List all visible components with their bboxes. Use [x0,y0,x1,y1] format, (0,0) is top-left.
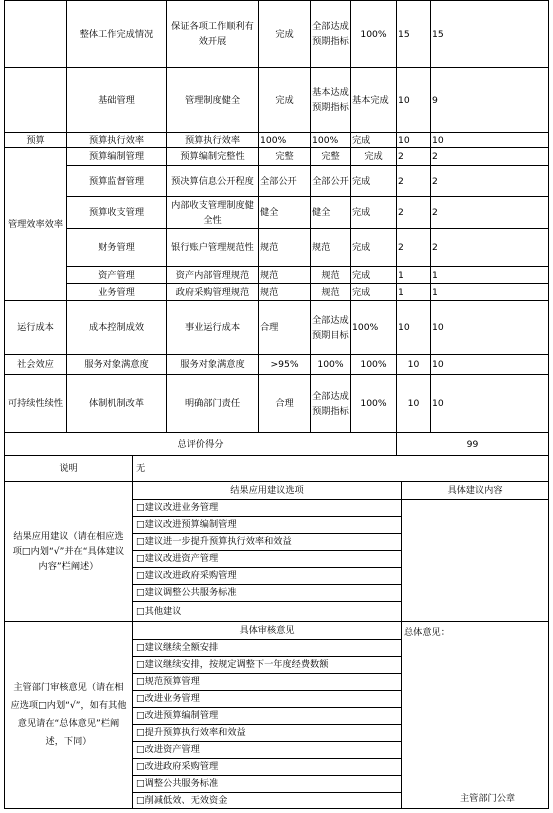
actual-value: 全部达成预期指标 [310,0,351,68]
completion-rate: 完成 [350,132,397,148]
target-value: 合理 [258,374,311,433]
category-sustainability: 可持续性续性 [4,374,67,433]
indicator-content: 保证各项工作顺利有效开展 [166,0,259,68]
indicator-name: 预算执行效率 [66,132,167,148]
indicator-name: 预算监督管理 [66,165,167,197]
target-value: 规范 [258,266,311,284]
target-value: 全部公开 [258,165,311,197]
actual-score: 2 [430,196,549,229]
actual-value: 100% [310,354,351,375]
indicator-name: 基础管理 [66,67,167,133]
result-option-checkbox[interactable]: □建议改进政府采购管理 [132,567,402,585]
result-section-label: 结果应用建议（请在相应选项□内划“√”并在“具体建议内容”栏阐述） [4,481,133,622]
weight-score: 1 [396,283,431,301]
indicator-content: 事业运行成本 [166,300,259,355]
indicator-name: 成本控制成效 [66,300,167,355]
completion-rate: 完成 [350,196,397,229]
indicator-name: 资产管理 [66,266,167,284]
result-option-checkbox[interactable]: □建议改进预算编制管理 [132,516,402,534]
completion-rate: 100% [350,354,397,375]
target-value: 完成 [258,0,311,68]
review-option-checkbox[interactable]: □削减低效、无效资金 [132,792,402,809]
result-option-checkbox[interactable]: □建议调整公共服务标准 [132,584,402,602]
result-content-area[interactable] [401,499,549,622]
result-options-header: 结果应用建议选项 [132,481,402,500]
weight-score: 10 [396,374,431,433]
target-value: 完整 [258,147,311,166]
overall-opinion-label: 总体意见： [404,627,450,638]
completion-rate: 完成 [350,228,397,267]
completion-rate: 完成 [350,266,397,284]
note-value: 无 [132,455,549,482]
actual-score: 1 [430,266,549,284]
result-option-checkbox[interactable]: □建议改进资产管理 [132,550,402,568]
category-cell-empty [4,0,67,68]
indicator-name: 整体工作完成情况 [66,0,167,68]
weight-score: 10 [396,300,431,355]
review-option-checkbox[interactable]: □调整公共服务标准 [132,775,402,793]
actual-score: 9 [430,67,549,133]
target-value: 健全 [258,196,311,229]
weight-score: 2 [396,165,431,197]
actual-value: 全部公开 [310,165,351,197]
completion-rate: 100% [350,374,397,433]
completion-rate: 基本完成 [350,67,397,133]
note-label: 说明 [4,455,133,482]
actual-score: 2 [430,228,549,267]
category-operating-cost: 运行成本 [4,300,67,355]
review-option-checkbox[interactable]: □建议继续全额安排 [132,639,402,657]
weight-score: 2 [396,147,431,166]
overall-opinion-area[interactable] [401,621,549,809]
actual-score: 10 [430,300,549,355]
indicator-content: 内部收支管理制度健全性 [166,196,259,229]
actual-score: 10 [430,354,549,375]
indicator-name: 预算收支管理 [66,196,167,229]
indicator-name: 业务管理 [66,283,167,301]
indicator-content: 银行账户管理规范性 [166,228,259,267]
indicator-content: 服务对象满意度 [166,354,259,375]
weight-score: 10 [396,67,431,133]
actual-score: 1 [430,283,549,301]
total-score-label: 总评价得分 [4,432,397,456]
indicator-name: 体制机制改革 [66,374,167,433]
indicator-content: 资产内部管理规范 [166,266,259,284]
weight-score: 10 [396,354,431,375]
indicator-name: 服务对象满意度 [66,354,167,375]
result-option-checkbox[interactable]: □建议改进业务管理 [132,499,402,517]
review-option-checkbox[interactable]: □规范预算管理 [132,673,402,691]
weight-score: 2 [396,228,431,267]
target-value: 100% [258,132,311,148]
actual-value: 基本达成预期指标 [310,67,351,133]
actual-score: 2 [430,165,549,197]
category-management-efficiency: 管理效率效率 [4,147,67,301]
result-option-checkbox[interactable]: □建议进一步提升预算执行效率和效益 [132,533,402,551]
target-value: 规范 [258,283,311,301]
actual-value: 全部达成预期目标 [310,300,351,355]
actual-value: 全部达成预期指标 [310,374,351,433]
indicator-content: 预决算信息公开程度 [166,165,259,197]
completion-rate: 完成 [350,283,397,301]
actual-score: 2 [430,147,549,166]
indicator-name: 预算编制管理 [66,147,167,166]
actual-value: 完整 [310,147,351,166]
target-value: 完成 [258,67,311,133]
total-score-value: 99 [396,432,549,456]
target-value: 合理 [258,300,311,355]
actual-score: 10 [430,132,549,148]
weight-score: 10 [396,132,431,148]
actual-score: 10 [430,374,549,433]
review-option-checkbox[interactable]: □改进政府采购管理 [132,758,402,776]
indicator-content: 明确部门责任 [166,374,259,433]
actual-value: 规范 [310,266,351,284]
indicator-content: 预算编制完整性 [166,147,259,166]
result-content-header: 具体建议内容 [401,481,549,500]
actual-value: 100% [310,132,351,148]
category-budget: 预算 [4,132,67,148]
category-social-effect: 社会效应 [4,354,67,375]
review-section-label: 主管部门审核意见（请在相应选项□内划“√”，如有其他意见请在“总体意见”栏阐述，下同） [4,621,133,809]
actual-value: 规范 [310,228,351,267]
weight-score: 15 [396,0,431,68]
completion-rate: 完成 [350,147,397,166]
indicator-name: 财务管理 [66,228,167,267]
indicator-content: 预算执行效率 [166,132,259,148]
result-option-checkbox[interactable]: □其他建议 [132,601,402,622]
review-option-checkbox[interactable]: □改进业务管理 [132,690,402,708]
completion-rate: 完成 [350,165,397,197]
weight-score: 1 [396,266,431,284]
actual-value: 规范 [310,283,351,301]
review-option-checkbox[interactable]: □提升预算执行效率和效益 [132,724,402,742]
weight-score: 2 [396,196,431,229]
actual-value: 健全 [310,196,351,229]
completion-rate: 100% [350,0,397,68]
review-option-checkbox[interactable]: □改进预算编制管理 [132,707,402,725]
review-option-checkbox[interactable]: □建议继续安排，按规定调整下一年度经费数额 [132,656,402,674]
target-value: >95% [258,354,311,375]
category-cell-empty [4,67,67,133]
completion-rate: 100% [350,300,397,355]
target-value: 规范 [258,228,311,267]
review-options-header: 具体审核意见 [132,621,402,640]
review-option-checkbox[interactable]: □改进资产管理 [132,741,402,759]
indicator-content: 政府采购管理规范 [166,283,259,301]
indicator-content: 管理制度健全 [166,67,259,133]
actual-score: 15 [430,0,549,68]
department-stamp-label: 主管部门公章 [460,793,516,804]
